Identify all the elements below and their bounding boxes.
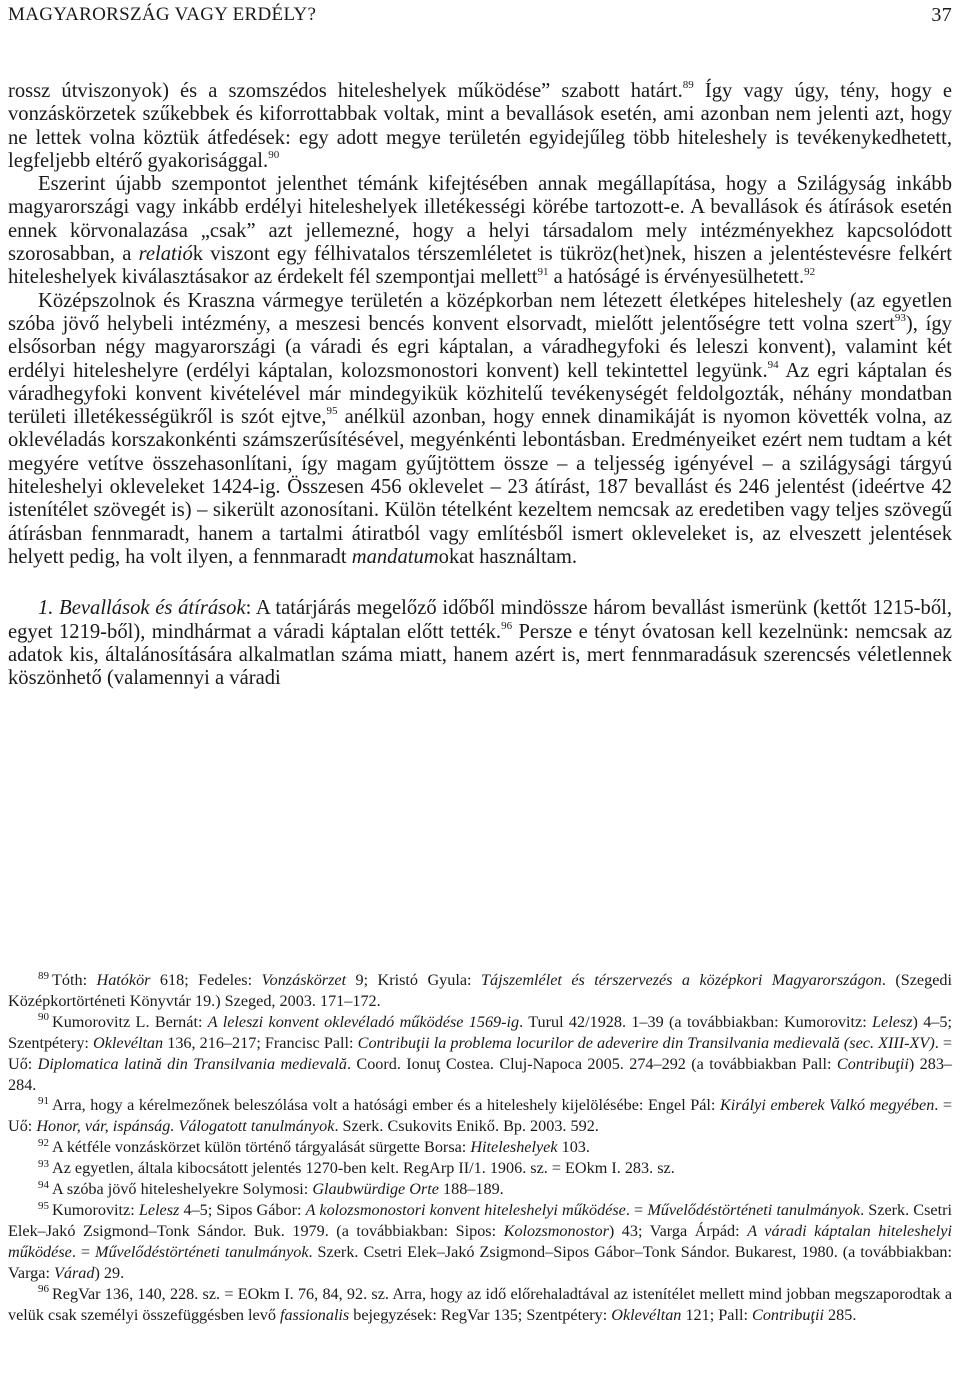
footnote-ref: 93: [894, 312, 906, 325]
text-run: . Coord. Ionuţ Costea. Cluj-Napoca 2005. 274–292 (a továbbiakban Pall:: [346, 1054, 837, 1073]
italic-text: Hatókör: [96, 971, 151, 989]
text-run: . =: [71, 1242, 95, 1261]
text-run: 9; Kristó Gyula:: [346, 971, 481, 989]
italic-text: Contribuţii: [836, 1054, 909, 1073]
text-run: ) 4–5; Szentpétery:: [8, 1012, 952, 1052]
italic-text: Tájszemlélet és térszervezés a középkori Magyarországon: [480, 971, 882, 989]
text-run: . Szerk. Csetri Elek–Jakó Zsigmond–Sipos Gábor–Tonk Sándor. Bukarest, 1980. (a továbbiakban: Varga:: [8, 1242, 952, 1282]
text-run: . = Uő:: [8, 1033, 952, 1073]
footnotes: [8, 970, 952, 1325]
text-run: 188–189.: [438, 1180, 504, 1199]
text-run: 121; Pall:: [681, 1305, 753, 1324]
footnote-number: 95: [38, 1199, 49, 1212]
running-head-title: MAGYARORSZÁG VAGY ERDÉLY?: [8, 4, 317, 25]
text-run: Eszerint újabb szempontot jelenthet témánk kifejtésében annak megállapítása, hogy a Szilágyság inkább magyarországi vagy inkább erdélyi hiteleshelyek illetékességi körébe tartozott-e. A bevallások és átírások esetén ennek körvonalazása „csak” azt jellemezné, hogy a helyi társadalom mely intézményekhez kapcsolódott szorosabban, a: [8, 173, 952, 266]
italic-text: Oklevéltan: [611, 1305, 682, 1324]
footnote-number: 92: [38, 1136, 49, 1149]
text-run: . Turul 42/1928. 1–39 (a továbbiakban: Kumorovitz:: [519, 1012, 873, 1031]
italic-text: Királyi emberek Valkó megyében: [719, 1096, 935, 1115]
text-run: 136, 216–217; Francisc Pall:: [163, 1033, 358, 1052]
italic-text: Művelődéstörténeti tanulmányok: [647, 1200, 861, 1219]
footnote-number: 93: [38, 1157, 49, 1170]
section-paragraph: [8, 597, 952, 690]
text-run: Az egyetlen, általa kibocsátott jelentés 1270-ben kelt. RegArp II/1. 1906. sz. = EOkm I. 283. sz.: [52, 1159, 675, 1178]
text-run: Kumorovitz:: [52, 1200, 139, 1219]
text-run: Kumorovitz L. Bernát:: [52, 1012, 208, 1031]
footnote-number: 91: [38, 1095, 49, 1108]
footnote-89: [8, 970, 952, 1012]
italic-text: Vonzáskörzet: [261, 971, 347, 989]
italic-text: Hiteleshelyek: [470, 1138, 558, 1157]
footnote-ref: 94: [767, 358, 779, 371]
text-run: . Szerk. Csukovits Enikő. Bp. 2003. 592.: [334, 1117, 599, 1136]
footnote-ref: 92: [804, 265, 816, 278]
text-run: 4–5; Sipos Gábor:: [179, 1200, 306, 1219]
page-number: 37: [931, 4, 952, 26]
italic-text: Oklevéltan: [93, 1033, 164, 1052]
running-head: [8, 2, 952, 28]
text-run: . Szerk. Csetri Elek–Jakó Zsigmond–Tonk Sándor. Buk. 1979. (a továbbiakban: Sipos:: [8, 1200, 952, 1240]
text-run: 285.: [823, 1305, 857, 1324]
italic-text: A váradi káptalan hiteleshelyi működése: [8, 1221, 952, 1261]
italic-text: A leleszi konvent oklevéladó működése 1569-ig: [207, 1012, 520, 1031]
text-run: . = Uő:: [8, 1096, 952, 1136]
italic-text: Glaubwürdige Orte: [312, 1180, 439, 1199]
text-run: bejegyzések: RegVar 135; Szentpétery:: [349, 1305, 612, 1324]
italic-text: Contribuţii: [752, 1305, 824, 1324]
footnote-94: [8, 1179, 952, 1200]
text-run: rossz útviszonyok) és a szomszédos hiteleshelyek működése” szabott határt.: [8, 80, 683, 102]
text-run: RegVar 136, 140, 228. sz. = EOkm I. 76, 84, 92. sz. Arra, hogy az idő előrehaladtával az istenítélet mellett mind jobban megszaporodtak a velük csak személyi összefüggésben levő: [8, 1284, 952, 1324]
footnote-ref: 91: [537, 265, 549, 278]
text-run: A szóba jövő hiteleshelyekre Solymosi:: [52, 1180, 313, 1199]
italic-text: Lelesz: [872, 1012, 913, 1031]
footnote-ref: 90: [268, 149, 280, 162]
italic-text: A kolozsmonostori konvent hiteleshelyi működése: [305, 1200, 626, 1219]
text-run: ), így elsősorban négy magyarországi (a váradi és egri káptalan, a váradhegyfoki és leleszi konvent), valamint két erdélyi hiteleshelyre (erdélyi káptalan, kolozsmonostori konvent) kell tekintettel legyünk.: [8, 312, 952, 382]
italic-text: Diplomatica latină din Transilvania medievală: [37, 1054, 347, 1073]
text-run: 103.: [557, 1138, 590, 1157]
footnote-93: [8, 1158, 952, 1179]
italic-text: Művelődéstörténeti tanulmányok: [94, 1242, 309, 1261]
italic-text: 1. Bevallások és átírások: [38, 597, 246, 620]
text-run: . (Szegedi Középkortörténeti Könyvtár 19.) Szeged, 2003. 171–172.: [8, 971, 952, 1010]
text-run: a hatóságé is érvényesülhetett.: [548, 266, 805, 289]
text-run: ) 43; Varga Árpád:: [608, 1221, 748, 1240]
footnote-ref: 96: [501, 619, 513, 632]
italic-text: relatió: [138, 243, 193, 266]
italic-text: Honor, vár, ispánság. Válogatott tanulmányok: [36, 1117, 335, 1136]
text-run: Így vagy úgy, tény, hogy e vonzáskörzetek szűkebbek és kiforrottabbak voltak, mint a bevallások esetén, ami azonban nem jelenti azt, hogy ne lettek volna köztük átfedések: egy adott megye területén egyidejűleg több hiteleshely is tevékenykedhetett, legfeljebb eltérő gyakorisággal.: [8, 80, 953, 172]
italic-text: fassionalis: [279, 1305, 350, 1324]
footnote-number: 90: [38, 1011, 49, 1024]
footnote-92: [8, 1137, 952, 1158]
footnote-number: 96: [38, 1283, 49, 1296]
text-run: 618; Fedeles:: [150, 971, 262, 989]
italic-text: mandatum: [351, 545, 439, 568]
text-run: : A tatárjárás megelőző időből mindössze három bevallást ismerünk (kettőt 1215-ből, egyet 1219-ből), mindhármat a váradi káptalan előtt tették.: [8, 597, 952, 643]
text-run: anélkül azonban, hogy ennek dinamikáját is nyomon követték volna, az oklevéladás korszakonkénti számszerűsítésével, megyénkénti lebontásban. Eredményeiket ezért nem tudtam a két megyére vetítve összehasonlítani, így magam gyűjtöttem össze – a teljesség igényével – a szilágysági tárgyú hiteleshelyi okleveleket 1424-ig. Összesen 456 oklevelet – 23 átírást, 187 bevallást és 246 jelentést (ideértve 42 istenítélet szövegét is) – sikerült azonosítani. Külön tételként kezeltem nemcsak az eredetiben vagy teljes szövegű átírásban fennmaradt, hanem a tartalmi átiratból vagy említésből ismert okleveleket is, az elveszett jelentések helyett pedig, ha volt ilyen, a fennmaradt: [8, 406, 952, 568]
paragraph: [8, 173, 952, 289]
text-run: k viszont egy félhivatalos térszemléletet is tükröz(het)nek, hiszen a jelentéstevésre felkért hiteleshelyek kiválasztásakor az érdekelt fél szempontjai mellett: [8, 243, 952, 289]
footnote-91: [8, 1095, 952, 1137]
footnote-90: [8, 1012, 952, 1096]
footnote-ref: 89: [682, 79, 694, 92]
text-run: ) 29.: [94, 1263, 125, 1282]
text-run: Persze e tényt óvatosan kell kezelnünk: nemcsak az adatok kis, általánosítására alkalmatlan száma miatt, hanem azért is, mert fennmaradásuk szerencsés véletlennek köszönhető (valamennyi a váradi: [8, 620, 953, 690]
footnote-ref: 95: [326, 405, 338, 418]
text-run: okat használtam.: [438, 545, 578, 568]
footnote-95: [8, 1200, 952, 1284]
footnote-number: 94: [38, 1178, 49, 1191]
paragraph: [8, 290, 952, 570]
text-run: Tóth:: [52, 971, 97, 989]
text-run: Az egri káptalan és váradhegyfoki konvent kivételével már mindegyikük közhitelű tevékenységét feldolgozták, néhány mondatban területi illetékességükről is szót ejtve,: [8, 359, 952, 429]
footnote-number: 89: [38, 969, 49, 982]
paragraph: [8, 80, 952, 173]
italic-text: Várad: [54, 1263, 95, 1282]
italic-text: Kolozsmonostor: [503, 1221, 609, 1240]
footnote-96: [8, 1284, 952, 1326]
text-run: Középszolnok és Kraszna vármegye területén a középkorban nem létezett életképes hiteleshely (az egyetlen szóba jövő helybeli intézmény, a meszesi bencés konvent elsorvadt, mielőtt jelentőségre tett volna szert: [8, 289, 952, 335]
main-text: [8, 80, 952, 690]
italic-text: Lelesz: [138, 1200, 180, 1219]
text-run: A kétféle vonzáskörzet külön történő tárgyalását sürgette Borsa:: [52, 1138, 471, 1157]
text-run: . =: [625, 1200, 648, 1219]
italic-text: Contribuţii la problema locurilor de adeverire din Transilvania medievală (sec. XIII-XV): [357, 1033, 935, 1052]
text-run: Arra, hogy a kérelmezőnek beleszólása volt a hatósági ember és a hiteleshely kijelölésébe: Engel Pál:: [52, 1096, 720, 1115]
text-run: ) 283–284.: [8, 1054, 953, 1094]
